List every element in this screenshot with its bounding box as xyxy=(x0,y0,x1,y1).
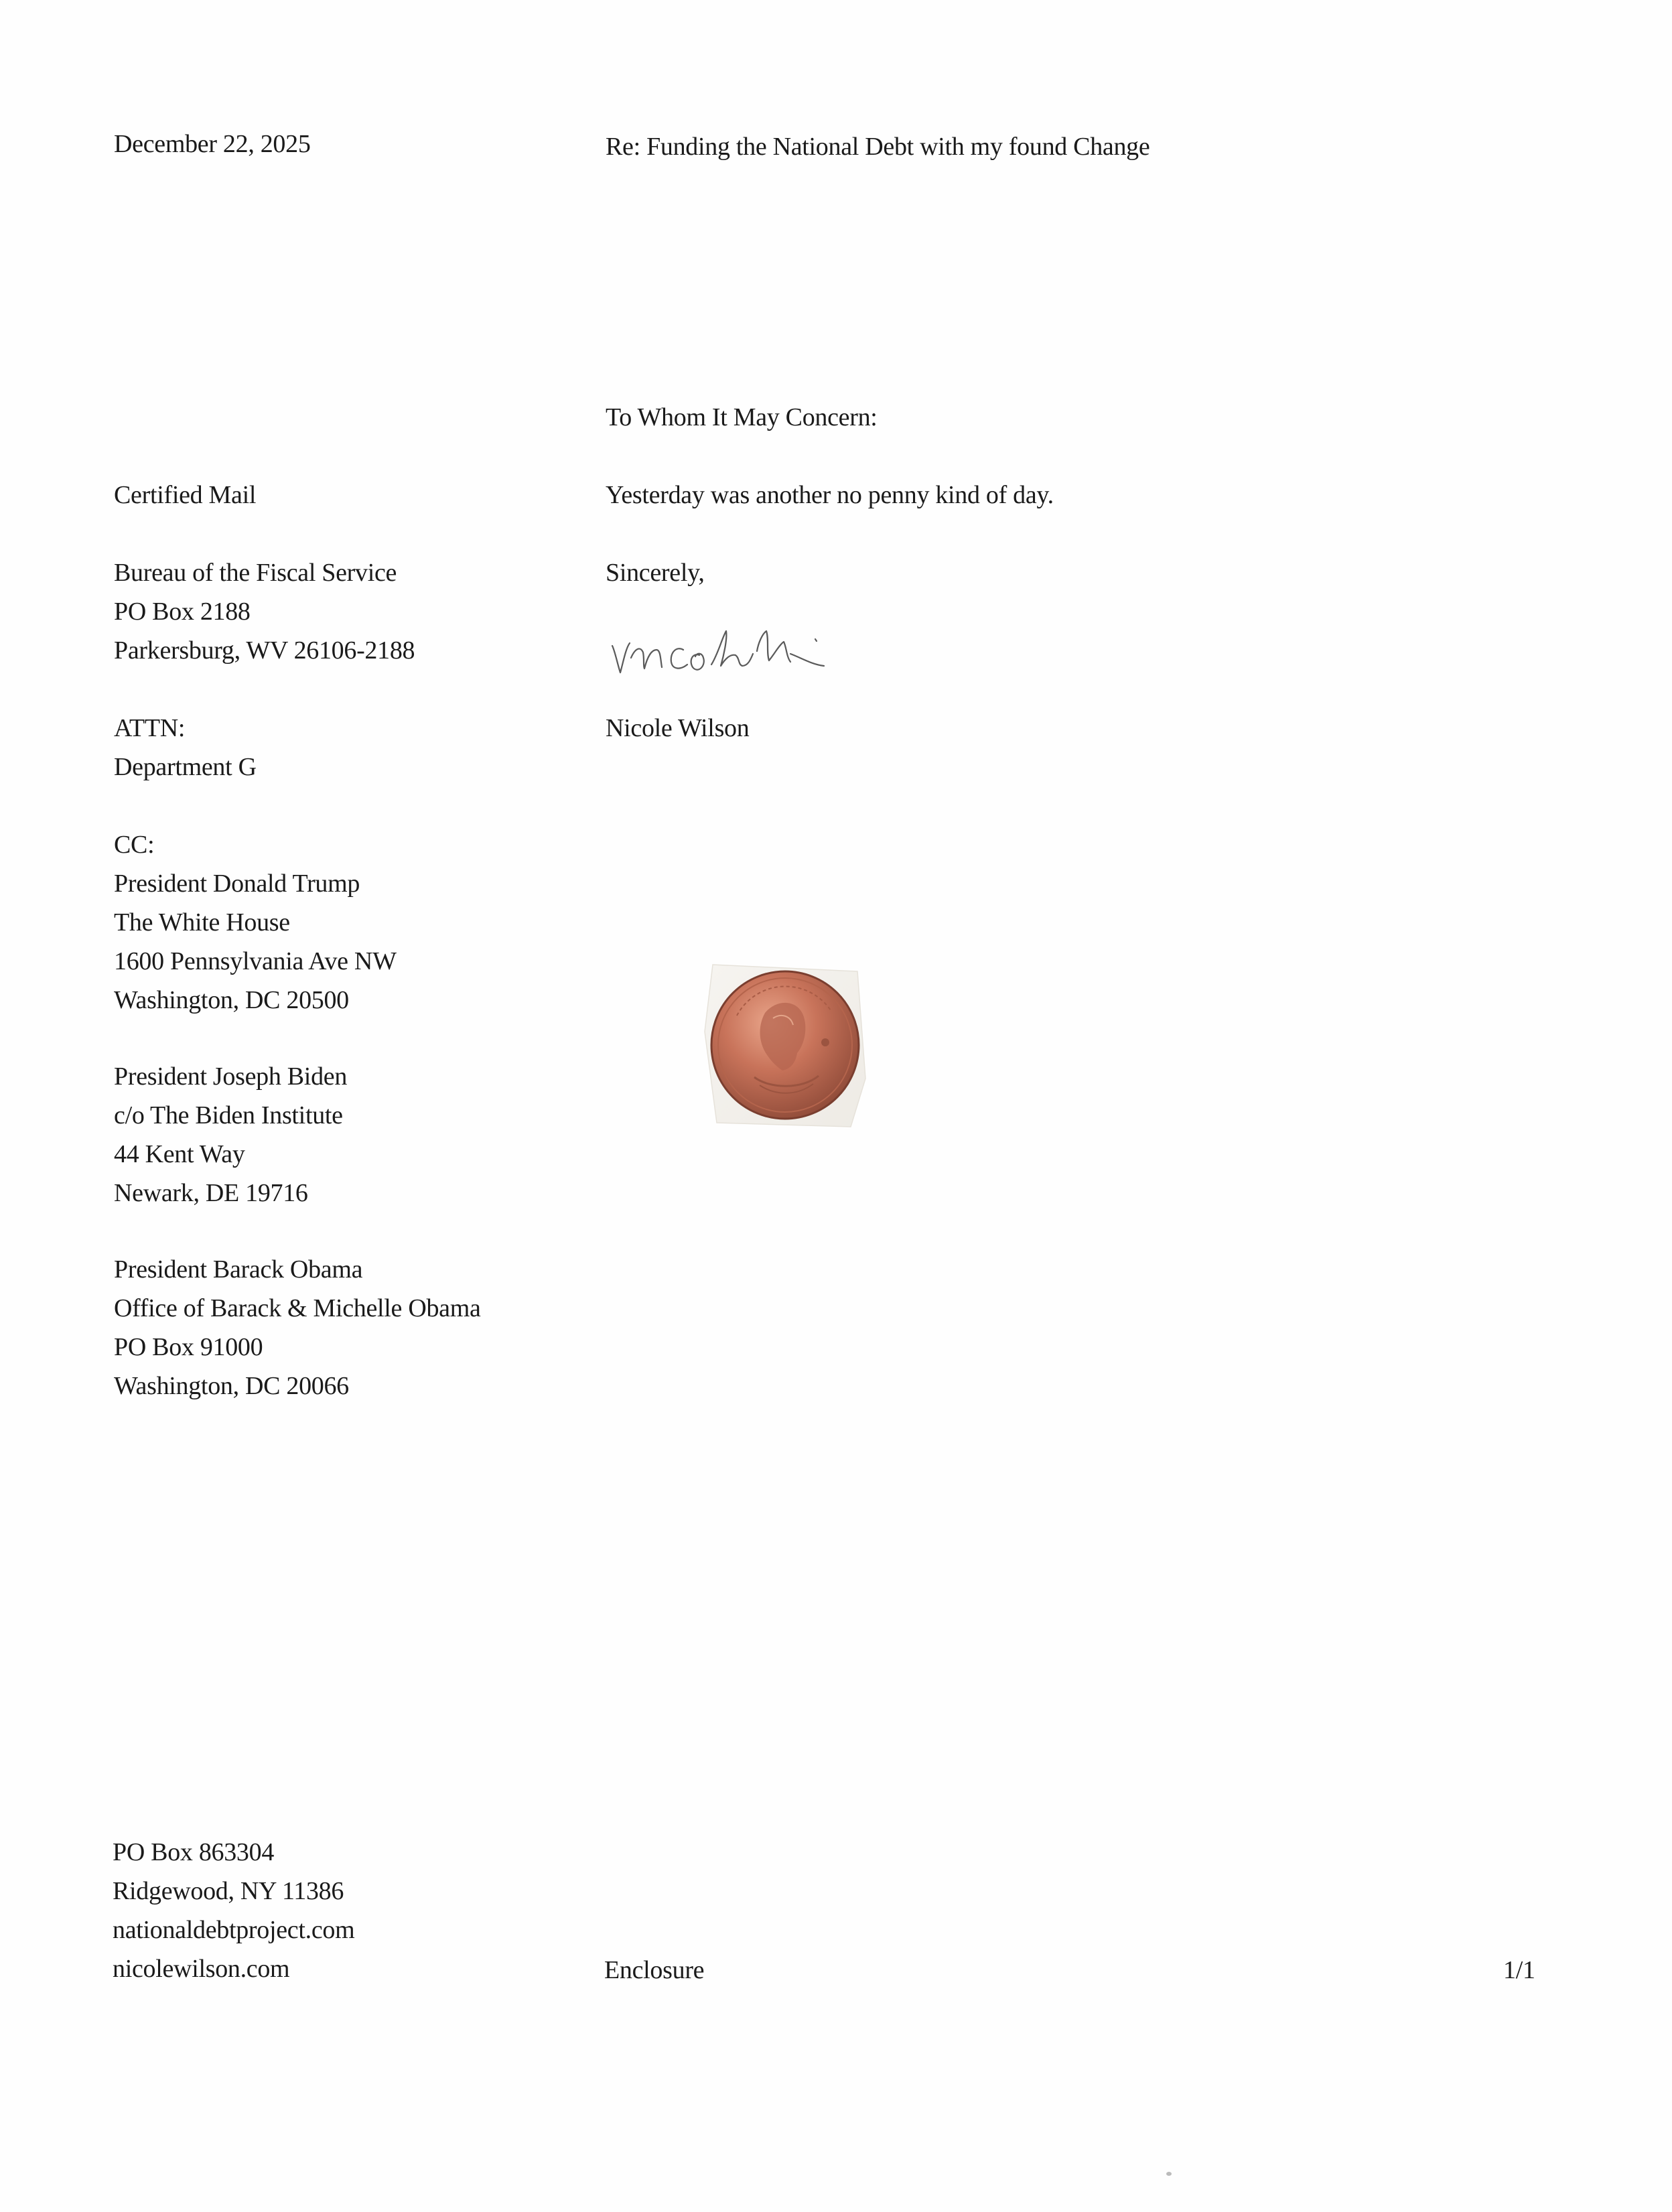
address-line: PO Box 863304 xyxy=(113,1838,275,1866)
attention-label: ATTN: xyxy=(114,714,186,742)
closing: Sincerely, xyxy=(606,559,705,587)
address-line: 1600 Pennsylvania Ave NW xyxy=(114,947,397,975)
address-line: President Joseph Biden xyxy=(114,1062,348,1091)
cc-label: CC: xyxy=(114,831,155,859)
cc-trump xyxy=(114,825,397,1020)
website-link: nationaldebtproject.com xyxy=(113,1916,355,1944)
cc-biden xyxy=(114,1057,347,1213)
signature-image xyxy=(611,611,919,691)
address-line: The White House xyxy=(114,908,290,937)
taped-penny xyxy=(690,951,891,1139)
address-line: PO Box 2188 xyxy=(114,598,251,626)
letter-body: Yesterday was another no penny kind of day. xyxy=(606,481,1054,509)
website-link: nicolewilson.com xyxy=(113,1955,290,1983)
penny-icon xyxy=(690,951,891,1139)
address-line: Parkersburg, WV 26106-2188 xyxy=(114,636,415,665)
sender-address xyxy=(113,1833,354,1988)
subject-line: Re: Funding the National Debt with my found Change xyxy=(606,133,1150,161)
page-number: 1/1 xyxy=(1503,1956,1535,1984)
signature-icon xyxy=(611,611,919,691)
address-line: Bureau of the Fiscal Service xyxy=(114,559,397,587)
address-line: PO Box 91000 xyxy=(114,1333,263,1361)
scan-speck xyxy=(1166,2168,1172,2173)
attention-department: Department G xyxy=(114,753,257,781)
enclosure-label: Enclosure xyxy=(604,1956,705,1984)
address-line: Washington, DC 20066 xyxy=(114,1372,349,1400)
salutation: To Whom It May Concern: xyxy=(606,403,878,431)
delivery-method: Certified Mail xyxy=(114,481,257,509)
address-line: Newark, DE 19716 xyxy=(114,1179,308,1207)
address-line: 44 Kent Way xyxy=(114,1140,245,1168)
letter-date: December 22, 2025 xyxy=(114,130,311,158)
address-line: Ridgewood, NY 11386 xyxy=(113,1877,344,1905)
attention-block xyxy=(114,709,257,786)
address-line: Washington, DC 20500 xyxy=(114,986,349,1014)
address-line: c/o The Biden Institute xyxy=(114,1101,343,1129)
recipient-address xyxy=(114,553,415,670)
address-line: President Barack Obama xyxy=(114,1255,363,1284)
signer-name: Nicole Wilson xyxy=(606,714,750,742)
cc-obama xyxy=(114,1250,481,1405)
address-line: Office of Barack & Michelle Obama xyxy=(114,1294,481,1322)
address-line: President Donald Trump xyxy=(114,870,360,898)
